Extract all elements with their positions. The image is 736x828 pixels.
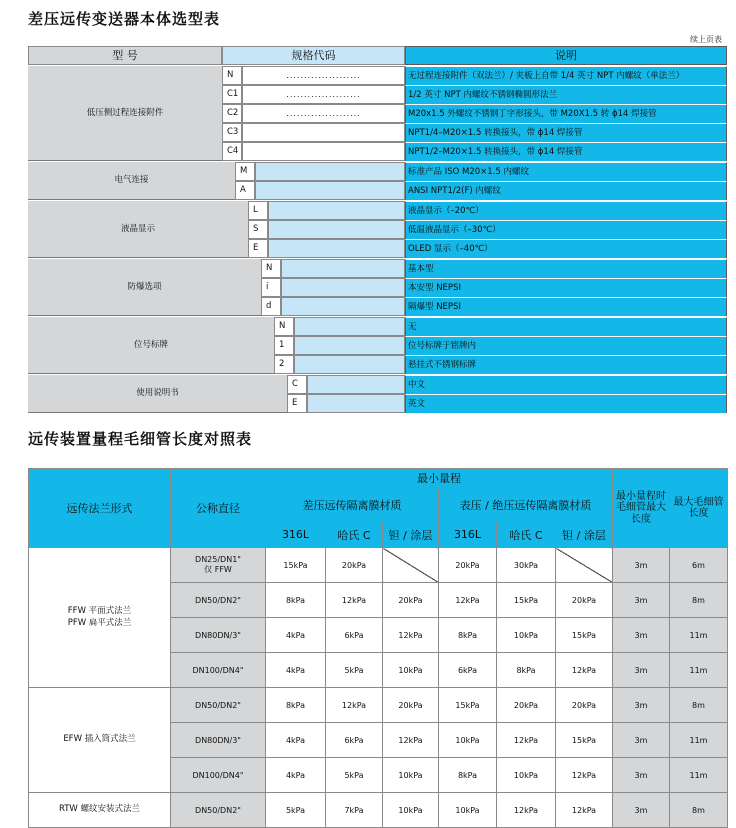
option-code-spacer [255,162,405,181]
option-description: 无 [405,317,727,336]
option-code: i [261,278,281,297]
min-range-cell: 7kPa [326,793,383,828]
min-range-cell: 6kPa [326,618,383,653]
min-range-cell: 8kPa [497,653,556,688]
option-code-spacer [294,336,405,355]
min-range-cell: 20kPa [383,583,439,618]
continued-note: 续上页表 [690,35,722,44]
option-description: OLED 显示（–40℃） [405,239,727,258]
group-label: 低压侧过程连接附件 [28,66,222,161]
capillary-at-min-cell: 3m [613,758,670,793]
option-description: 低温液晶显示（–30℃） [405,220,727,239]
min-range-cell: 4kPa [266,758,326,793]
min-range-cell: 10kPa [383,653,439,688]
flange-type-cell: EFW 插入筒式法兰 [29,688,171,793]
header-spec-code: 规格代码 [222,46,405,65]
option-code: A [235,181,255,200]
capillary-max-cell: 8m [670,793,728,828]
min-range-cell: 12kPa [556,653,613,688]
nominal-diameter-cell: DN50/DN2" [171,583,266,618]
group-label: 电气连接 [28,162,235,200]
option-code-spacer [268,239,405,258]
capillary-at-min-cell: 3m [613,618,670,653]
option-code-spacer [307,375,405,394]
range-capillary-table [28,468,728,828]
option-code: C3 [222,123,242,142]
option-code-dots: ..................... [242,66,405,85]
col-header-flange-type: 远传法兰形式 [29,469,171,548]
option-code: 2 [274,355,294,374]
option-description: 英文 [405,394,727,413]
option-code: N [274,317,294,336]
capillary-max-cell: 11m [670,653,728,688]
min-range-cell: 12kPa [383,618,439,653]
nominal-diameter-cell: DN100/DN4" [171,653,266,688]
option-code: d [261,297,281,316]
option-description: 本安型 NEPSI [405,278,727,297]
option-code-spacer [281,259,405,278]
min-range-cell: 8kPa [266,688,326,723]
min-range-cell: 8kPa [439,618,497,653]
min-range-cell: 20kPa [439,548,497,583]
min-range-cell: 5kPa [326,653,383,688]
min-range-cell: 15kPa [266,548,326,583]
capillary-at-min-cell: 3m [613,793,670,828]
min-range-cell: 10kPa [383,793,439,828]
option-code-spacer [307,394,405,413]
min-range-cell: 12kPa [497,723,556,758]
col-header-material: 哈氏 C [326,522,383,548]
capillary-at-min-cell: 3m [613,723,670,758]
option-description: 液晶显示（–20℃） [405,201,727,220]
option-description: NPT1/2–M20×1.5 转换接头，带 ϕ14 焊接管 [405,142,727,161]
col-header-diff-membrane: 差压远传隔离膜材质 [266,488,439,522]
flange-type-cell: FFW 平面式法兰 PFW 扁平式法兰 [29,548,171,688]
min-range-cell: 15kPa [556,618,613,653]
option-description: 1/2 英寸 NPT 内螺纹不锈钢椭圆形法兰 [405,85,727,104]
col-header-capillary-at-min: 最小量程时毛细管最大长度 [613,469,670,548]
capillary-max-cell: 6m [670,548,728,583]
capillary-max-cell: 8m [670,688,728,723]
option-code: E [287,394,307,413]
selection-table [28,46,727,409]
min-range-cell: 15kPa [556,723,613,758]
option-code-dots: ..................... [242,85,405,104]
min-range-cell: 20kPa [556,688,613,723]
min-range-cell: 20kPa [326,548,383,583]
col-header-gauge-membrane: 表压 / 绝压远传隔离膜材质 [439,488,613,522]
capillary-max-cell: 11m [670,618,728,653]
min-range-cell: 12kPa [497,793,556,828]
min-range-cell: 6kPa [439,653,497,688]
option-code-spacer [268,220,405,239]
nominal-diameter-cell: DN80DN/3" [171,723,266,758]
option-code: C [287,375,307,394]
option-code-spacer [281,297,405,316]
page-title: 差压远传变送器本体选型表 [28,10,221,28]
option-description: 位号标牌于铭牌内 [405,336,727,355]
not-applicable-cell [556,548,613,583]
capillary-at-min-cell: 3m [613,583,670,618]
nominal-diameter-cell: DN50/DN2" [171,793,266,828]
option-code: 1 [274,336,294,355]
min-range-cell: 8kPa [266,583,326,618]
group-label: 液晶显示 [28,201,248,258]
option-code: N [261,259,281,278]
option-code: C2 [222,104,242,123]
section-title-range: 远传装置量程毛细管长度对照表 [28,430,253,448]
flange-type-cell: RTW 螺纹安装式法兰 [29,793,171,828]
option-code: C4 [222,142,242,161]
col-header-material: 316L [439,522,497,548]
option-description: ANSI NPT1/2(F) 内螺纹 [405,181,727,200]
min-range-cell: 20kPa [556,583,613,618]
min-range-cell: 12kPa [439,583,497,618]
col-header-material: 钽 / 涂层 [556,522,613,548]
min-range-cell: 10kPa [497,758,556,793]
min-range-cell: 4kPa [266,618,326,653]
not-applicable-cell [383,548,439,583]
option-code: L [248,201,268,220]
capillary-at-min-cell: 3m [613,548,670,583]
nominal-diameter-cell: DN80DN/3" [171,618,266,653]
option-description: 基本型 [405,259,727,278]
header-description: 说明 [405,46,727,65]
option-description: 悬挂式不锈钢标牌 [405,355,727,374]
min-range-cell: 12kPa [556,758,613,793]
min-range-cell: 10kPa [439,723,497,758]
capillary-max-cell: 11m [670,758,728,793]
option-code: S [248,220,268,239]
option-description: 标准产品 ISO M20×1.5 内螺纹 [405,162,727,181]
capillary-max-cell: 8m [670,583,728,618]
min-range-cell: 12kPa [556,793,613,828]
group-label: 防爆选项 [28,259,261,316]
nominal-diameter-cell: DN100/DN4" [171,758,266,793]
min-range-cell: 4kPa [266,653,326,688]
option-code-dots: ..................... [242,104,405,123]
col-header-capillary-max: 最大毛细管长度 [670,469,728,548]
option-code-spacer [281,278,405,297]
min-range-cell: 5kPa [326,758,383,793]
option-description: 中文 [405,375,727,394]
min-range-cell: 4kPa [266,723,326,758]
capillary-at-min-cell: 3m [613,653,670,688]
option-code-spacer [294,355,405,374]
group-label: 使用说明书 [28,375,287,413]
option-code: M [235,162,255,181]
min-range-cell: 20kPa [497,688,556,723]
min-range-cell: 15kPa [439,688,497,723]
option-code-spacer [268,201,405,220]
min-range-cell: 12kPa [383,723,439,758]
col-header-min-range: 最小量程 [266,469,613,488]
min-range-cell: 10kPa [497,618,556,653]
min-range-cell: 8kPa [439,758,497,793]
min-range-cell: 30kPa [497,548,556,583]
option-code-spacer [242,123,405,142]
min-range-cell: 10kPa [439,793,497,828]
option-code-spacer [242,142,405,161]
option-code-spacer [294,317,405,336]
col-header-material: 钽 / 涂层 [383,522,439,548]
min-range-cell: 10kPa [383,758,439,793]
col-header-nominal-diameter: 公称直径 [171,469,266,548]
col-header-material: 316L [266,522,326,548]
nominal-diameter-cell: DN50/DN2" [171,688,266,723]
min-range-cell: 6kPa [326,723,383,758]
header-model: 型 号 [28,46,222,65]
min-range-cell: 12kPa [326,688,383,723]
min-range-cell: 5kPa [266,793,326,828]
col-header-material: 哈氏 C [497,522,556,548]
min-range-cell: 12kPa [326,583,383,618]
capillary-max-cell: 11m [670,723,728,758]
min-range-cell: 15kPa [497,583,556,618]
min-range-cell: 20kPa [383,688,439,723]
option-code: E [248,239,268,258]
option-description: 无过程连接附件（双法兰）/ 夹板上自带 1/4 英寸 NPT 内螺纹（单法兰） [405,66,727,85]
option-description: 隔爆型 NEPSI [405,297,727,316]
group-label: 位号标牌 [28,317,274,374]
capillary-at-min-cell: 3m [613,688,670,723]
nominal-diameter-cell: DN25/DN1" 仅 FFW [171,548,266,583]
option-description: NPT1/4–M20×1.5 转换接头，带 ϕ14 焊接管 [405,123,727,142]
option-code-spacer [255,181,405,200]
option-code: N [222,66,242,85]
option-code: C1 [222,85,242,104]
option-description: M20x1.5 外螺纹不锈钢丁字形接头，带 M20X1.5 转 ϕ14 焊接管 [405,104,727,123]
